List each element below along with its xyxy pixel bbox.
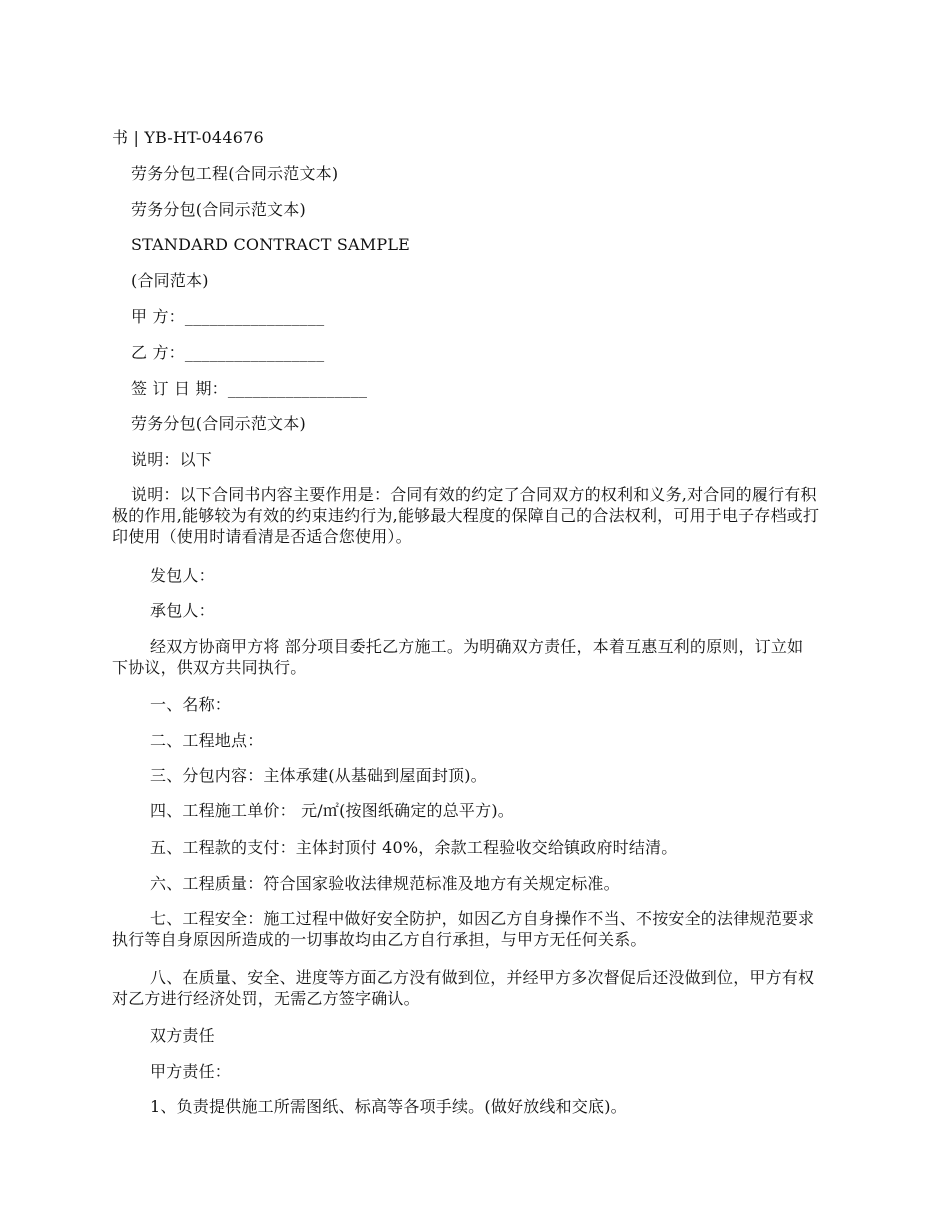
body-title: 劳务分包(合同示范文本) (131, 414, 306, 433)
note-heading: 说明：以下 (131, 450, 213, 469)
contractor-label: 承包人： (150, 601, 215, 620)
party-a-field: 甲 方：_________________ (131, 307, 325, 326)
clause-penalty: 八、在质量、安全、进度等方面乙方没有做到位，并经甲方多次督促后还没做到位，甲方有权对乙方进行经济处罚，无需乙方签字确认。 (112, 968, 815, 1008)
clause-scope: 三、分包内容：主体承建(从基础到屋面封顶)。 (150, 766, 487, 785)
clause-unit-price: 四、工程施工单价： 元/㎡(按图纸确定的总平方)。 (150, 801, 514, 820)
responsibilities-heading: 双方责任 (150, 1026, 215, 1045)
cover-subtitle: (合同范本) (131, 271, 209, 290)
clause-location: 二、工程地点： (150, 731, 264, 750)
clause-safety: 七、工程安全：施工过程中做好安全防护，如因乙方自身操作不当、不按安全的法律规范要求执行等自身原因所造成的一切事故均由乙方自行承担，与甲方无任何关系。 (112, 909, 815, 949)
party-a-responsibilities-heading: 甲方责任： (150, 1062, 232, 1081)
party-a-item: 1、负责提供施工所需图纸、标高等各项手续。(做好放线和交底)。 (150, 1097, 627, 1116)
cover-title-short: 劳务分包(合同示范文本) (131, 200, 306, 219)
employer-label: 发包人： (150, 566, 215, 585)
signing-date-field: 签 订 日 期：_________________ (131, 379, 368, 398)
document-code-header: 书 | YB-HT-044676 (112, 128, 264, 147)
intro-paragraph: 经双方协商甲方将 部分项目委托乙方施工。为明确双方责任，本着互惠互利的原则，订立如下协议，供双方共同执行。 (112, 637, 804, 677)
note-paragraph: 说明：以下合同书内容主要作用是：合同有效的约定了合同双方的权利和义务,对合同的履行有积极的作用,能够较为有效的约束违约行为,能够最大程度的保障自己的合法权利，可用于电子存档或打印使用（使用时请看清是否适合您使用）。 (112, 485, 820, 546)
clause-name: 一、名称： (150, 695, 232, 714)
cover-title-full: 劳务分包工程(合同示范文本) (131, 164, 339, 183)
cover-english-title: STANDARD CONTRACT SAMPLE (131, 235, 411, 254)
clause-quality: 六、工程质量：符合国家验收法律规范标准及地方有关规定标准。 (150, 874, 620, 893)
clause-payment: 五、工程款的支付：主体封顶付 40%，余款工程验收交给镇政府时结清。 (150, 838, 678, 857)
party-b-field: 乙 方：_________________ (131, 343, 325, 362)
